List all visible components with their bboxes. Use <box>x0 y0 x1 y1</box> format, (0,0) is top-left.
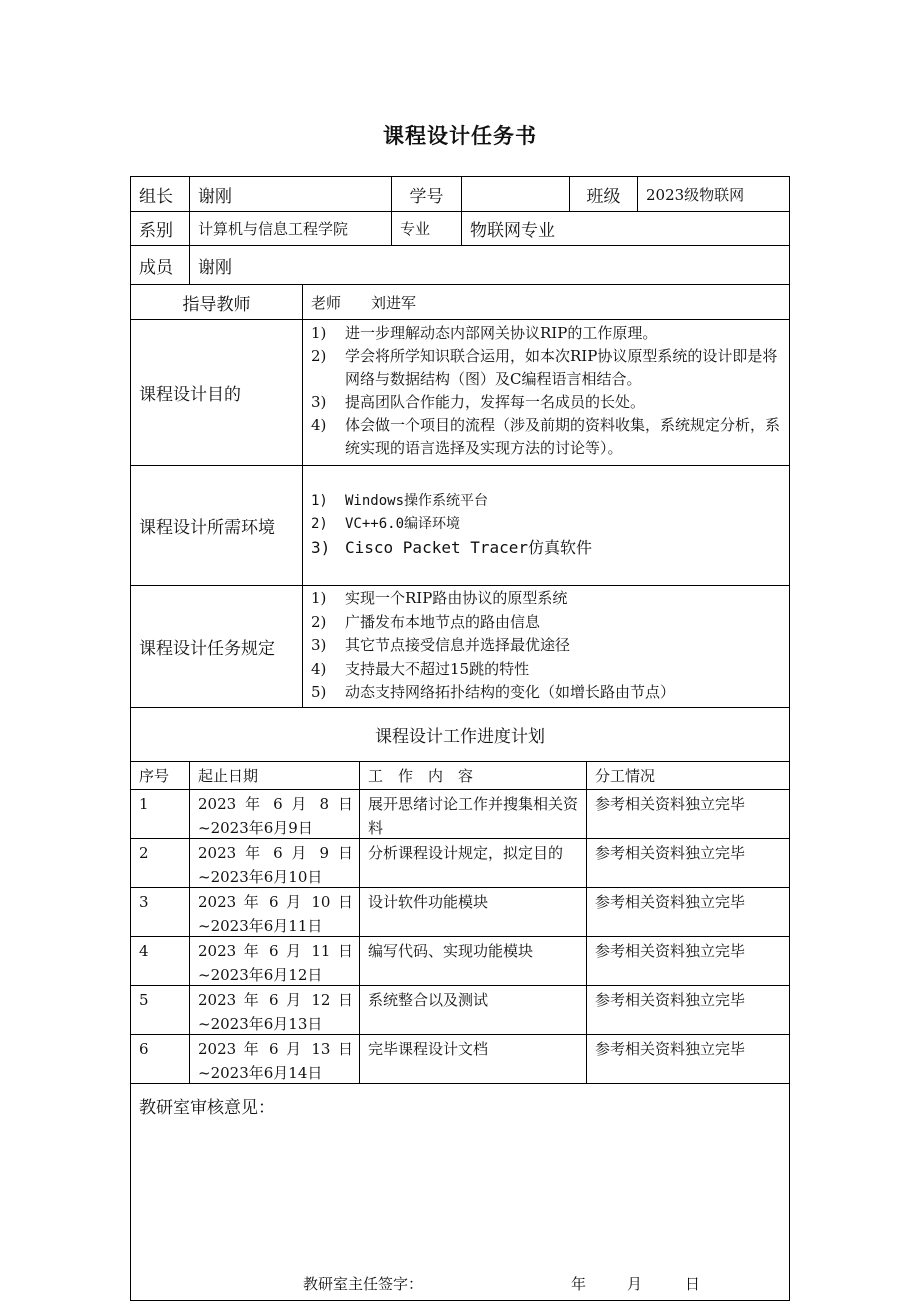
row-no: 2 <box>139 844 149 862</box>
row-work: 完毕课程设计文档 <box>359 1035 586 1083</box>
major-label: 专业 <box>391 212 461 245</box>
schedule-header-row <box>131 762 789 790</box>
header-date: 起止日期 <box>189 762 359 789</box>
row-no: 5 <box>139 991 149 1009</box>
leader-value: 谢刚 <box>189 177 391 211</box>
header-assign: 分工情况 <box>586 762 789 789</box>
row-advisor <box>131 285 789 320</box>
objectives-list <box>302 320 789 465</box>
row-members <box>131 246 789 285</box>
row-date: 2023 年 6 月 13 日 ~2023年6月14日 <box>189 1035 359 1083</box>
list-item: 5) 动态支持网络拓扑结构的变化（如增长路由节点） <box>311 683 676 701</box>
row-objectives <box>131 320 789 466</box>
row-no: 6 <box>139 1040 149 1058</box>
row-assign: 参考相关资料独立完毕 <box>586 839 789 887</box>
dept-label: 系别 <box>139 221 173 241</box>
row-work: 编写代码、实现功能模块 <box>359 937 586 985</box>
page-title: 课程设计任务书 <box>383 123 537 148</box>
advisor-label: 指导教师 <box>182 294 251 315</box>
list-item: 4) 支持最大不超过15跳的特性 <box>311 659 530 678</box>
table-row <box>131 1035 789 1084</box>
list-item: 1) 进一步理解动态内部网关协议RIP的工作原理。 <box>311 324 658 342</box>
objectives-label: 课程设计目的 <box>139 385 241 405</box>
row-department <box>131 212 789 246</box>
environment-label: 课程设计所需环境 <box>139 518 275 538</box>
row-work: 系统整合以及测试 <box>359 986 586 1034</box>
tasks-list <box>302 586 789 707</box>
list-item: 2) VC++6.0编译环境 <box>311 516 461 532</box>
director-signature-label: 教研室主任签字： <box>303 1275 424 1293</box>
row-no: 4 <box>139 942 149 960</box>
row-assign: 参考相关资料独立完毕 <box>586 888 789 936</box>
row-assign: 参考相关资料独立完毕 <box>586 790 789 838</box>
class-value: 2023级物联网 <box>637 177 789 211</box>
list-item: 2) 广播发布本地节点的路由信息 <box>311 612 541 631</box>
row-work: 设计软件功能模块 <box>359 888 586 936</box>
row-date: 2023 年 6 月 8 日 ~2023年6月9日 <box>189 790 359 838</box>
advisor-value <box>302 285 789 319</box>
row-leader <box>131 177 789 212</box>
table-row <box>131 839 789 888</box>
row-date: 2023 年 6 月 11 日 ~2023年6月12日 <box>189 937 359 985</box>
student-id-value <box>461 177 569 211</box>
environment-list <box>302 466 789 585</box>
sign-day: 日 <box>685 1275 701 1293</box>
task-form-table <box>130 176 790 1301</box>
student-id-label: 学号 <box>391 177 461 211</box>
row-tasks <box>131 586 789 708</box>
sign-year: 年 <box>571 1275 587 1293</box>
row-no: 1 <box>139 795 149 813</box>
dept-value: 计算机与信息工程学院 <box>189 212 391 245</box>
list-item: 3) 其它节点接受信息并选择最优途径 <box>311 636 571 654</box>
advisor-title: 老师 <box>311 293 342 312</box>
row-work: 分析课程设计规定，拟定目的 <box>359 839 586 887</box>
row-date: 2023 年 6 月 10 日 ~2023年6月11日 <box>189 888 359 936</box>
review-label: 教研室审核意见： <box>139 1098 275 1118</box>
header-work: 工 作 内 容 <box>359 762 586 789</box>
row-assign: 参考相关资料独立完毕 <box>586 1035 789 1083</box>
row-assign: 参考相关资料独立完毕 <box>586 937 789 985</box>
tasks-label: 课程设计任务规定 <box>139 639 275 659</box>
row-no: 3 <box>139 893 149 911</box>
list-item: 3) Cisco Packet Tracer仿真软件 <box>311 538 593 557</box>
list-item: 2) 学会将所学知识联合运用，如本次RIP协议原型系统的设计即是将网络与数据结构（图）及C编程语言相结合。 <box>311 347 778 388</box>
row-work: 展开思绪讨论工作并搜集相关资料 <box>359 790 586 838</box>
list-item: 4) 体会做一个项目的流程（涉及前期的资料收集，系统规定分析，系统实现的语言选择及实现方法的讨论等）。 <box>311 416 781 457</box>
major-value: 物联网专业 <box>461 212 789 245</box>
advisor-name: 刘进军 <box>371 293 417 312</box>
table-row <box>131 986 789 1035</box>
table-row <box>131 790 789 839</box>
header-no: 序号 <box>139 767 170 785</box>
table-row <box>131 888 789 937</box>
row-assign: 参考相关资料独立完毕 <box>586 986 789 1034</box>
class-label: 班级 <box>569 177 637 211</box>
leader-label: 组长 <box>139 186 173 207</box>
row-schedule-title <box>131 708 789 762</box>
sign-month: 月 <box>627 1275 643 1293</box>
schedule-title: 课程设计工作进度计划 <box>375 727 545 747</box>
members-label: 成员 <box>139 257 173 278</box>
list-item: 1) Windows操作系统平台 <box>311 493 489 509</box>
row-date: 2023 年 6 月 12 日 ~2023年6月13日 <box>189 986 359 1034</box>
members-value: 谢刚 <box>189 246 789 284</box>
list-item: 1) 实现一个RIP路由协议的原型系统 <box>311 589 568 607</box>
table-row <box>131 937 789 986</box>
list-item: 3) 提高团队合作能力，发挥每一名成员的长处。 <box>311 393 646 411</box>
row-date: 2023 年 6 月 9 日 ~2023年6月10日 <box>189 839 359 887</box>
row-environment <box>131 466 789 586</box>
